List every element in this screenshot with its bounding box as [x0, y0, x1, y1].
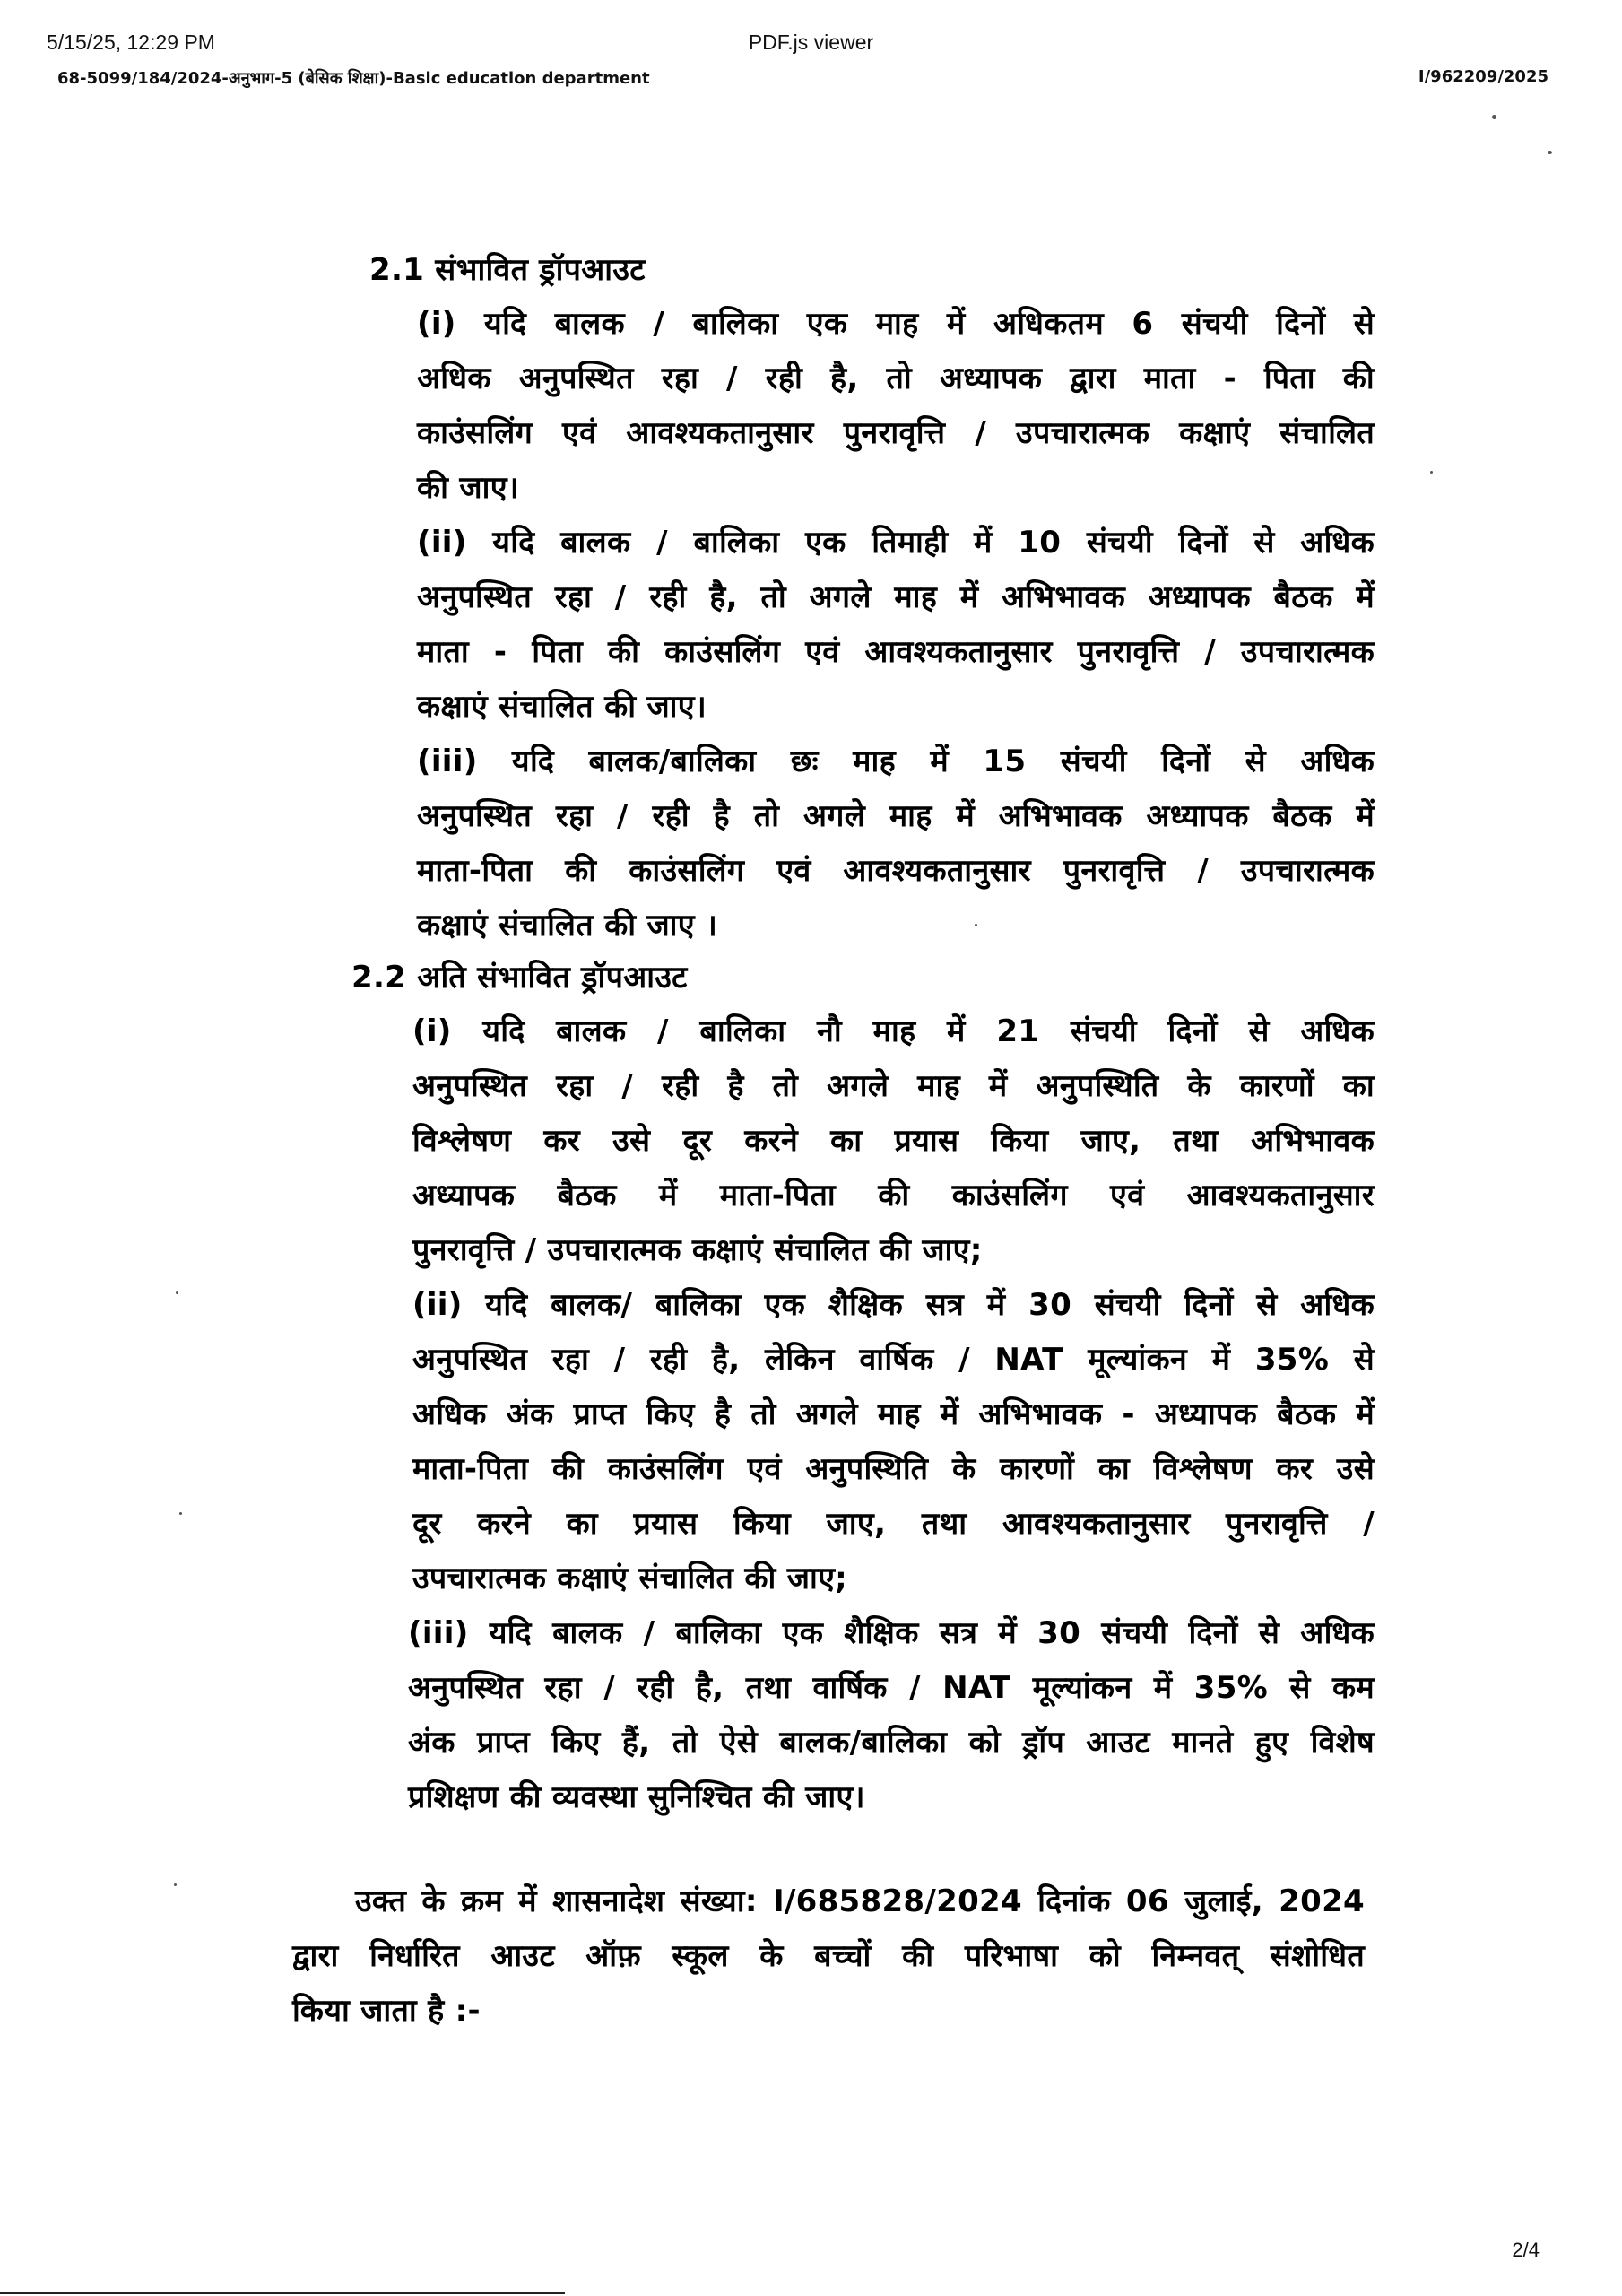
para-line: प्रशिक्षण की व्यवस्था सुनिश्चित की जाए। — [408, 1779, 865, 1815]
para-line: काउंसलिंग एवं आवश्यकतानुसार पुनरावृत्ति / उपचारात्मक कक्षाएं संचालित — [417, 415, 1375, 451]
para-line: अनुपस्थित रहा / रही है, लेकिन वार्षिक / NAT मूल्यांकन में 35% से — [412, 1342, 1375, 1378]
para-line: अनुपस्थित रहा / रही है तो अगले माह में अभिभावक अध्यापक बैठक में — [417, 798, 1375, 834]
para-line: दूर करने का प्रयास किया जाए, तथा आवश्यकतानुसार पुनरावृत्ति / — [412, 1506, 1375, 1542]
viewer-title: PDF.js viewer — [748, 30, 874, 54]
document-number: I/962209/2025 — [1418, 67, 1548, 86]
scan-speck — [975, 924, 977, 926]
scan-speck — [174, 1883, 177, 1886]
para-line: (i) यदि बालक / बालिका नौ माह में 21 संचयी दिनों से अधिक — [412, 1013, 1375, 1049]
para-line: कक्षाएं संचालित की जाए । — [417, 908, 718, 944]
para-line: माता - पिता की काउंसलिंग एवं आवश्यकतानुसार पुनरावृत्ति / उपचारात्मक — [417, 634, 1375, 670]
scan-speck — [179, 1512, 182, 1515]
para-line: (i) यदि बालक / बालिका एक माह में अधिकतम 6 संचयी दिनों से — [417, 306, 1375, 342]
print-timestamp: 5/15/25, 12:29 PM — [47, 30, 215, 54]
para-line: उपचारात्मक कक्षाएं संचालित की जाए; — [412, 1561, 848, 1596]
para-line: माता-पिता की काउंसलिंग एवं आवश्यकतानुसार पुनरावृत्ति / उपचारात्मक — [417, 853, 1375, 889]
scan-speck — [1492, 115, 1496, 119]
para-line: अनुपस्थित रहा / रही है तो अगले माह में अनुपस्थिति के कारणों का — [412, 1068, 1375, 1104]
closing-line: द्वारा निर्धारित आउट ऑफ़ स्कूल के बच्चों की परिभाषा को निम्नवत् संशोधित — [292, 1938, 1365, 1974]
section-heading-2-2: 2.2 अति संभावित ड्रॉपआउट — [351, 960, 688, 996]
scan-speck — [1430, 471, 1433, 474]
para-line: (iii) यदि बालक / बालिका एक शैक्षिक सत्र में 30 संचयी दिनों से अधिक — [408, 1615, 1375, 1651]
para-line: (ii) यदि बालक/ बालिका एक शैक्षिक सत्र में 30 संचयी दिनों से अधिक — [412, 1287, 1375, 1323]
para-line: (ii) यदि बालक / बालिका एक तिमाही में 10 संचयी दिनों से अधिक — [417, 525, 1375, 561]
para-line: अधिक अनुपस्थित रहा / रही है, तो अध्यापक द्वारा माता - पिता की — [417, 361, 1375, 396]
para-line: (iii) यदि बालक/बालिका छः माह में 15 संचयी दिनों से अधिक — [417, 744, 1375, 779]
para-line: अनुपस्थित रहा / रही है, तथा वार्षिक / NAT मूल्यांकन में 35% से कम — [408, 1670, 1375, 1706]
para-line: अनुपस्थित रहा / रही है, तो अगले माह में अभिभावक अध्यापक बैठक में — [417, 579, 1375, 615]
section-heading-2-1: 2.1 संभावित ड्रॉपआउट — [369, 252, 646, 288]
para-line: अधिक अंक प्राप्त किए है तो अगले माह में अभिभावक - अध्यापक बैठक में — [412, 1396, 1375, 1432]
page-number: 2/4 — [1512, 2239, 1540, 2261]
para-line: पुनरावृत्ति / उपचारात्मक कक्षाएं संचालित की जाए; — [412, 1232, 983, 1268]
para-line: विश्लेषण कर उसे दूर करने का प्रयास किया जाए, तथा अभिभावक — [412, 1123, 1375, 1159]
closing-line: उक्त के क्रम में शासनादेश संख्या: I/685828/2024 दिनांक 06 जुलाई, 2024 — [355, 1883, 1365, 1919]
para-line: अंक प्राप्त किए हैं, तो ऐसे बालक/बालिका को ड्रॉप आउट मानते हुए विशेष — [408, 1725, 1375, 1761]
scan-speck — [1548, 151, 1552, 154]
file-reference: 68-5099/184/2024-अनुभाग-5 (बेसिक शिक्षा)-Basic education department — [57, 69, 650, 88]
bottom-rule — [0, 2292, 565, 2294]
para-line: माता-पिता की काउंसलिंग एवं अनुपस्थिति के कारणों का विश्लेषण कर उसे — [412, 1451, 1375, 1487]
para-line: कक्षाएं संचालित की जाए। — [417, 689, 707, 725]
scan-speck — [176, 1292, 178, 1294]
para-line: की जाए। — [417, 470, 519, 506]
closing-line: किया जाता है :- — [292, 1993, 481, 2029]
para-line: अध्यापक बैठक में माता-पिता की काउंसलिंग एवं आवश्यकतानुसार — [412, 1178, 1375, 1213]
